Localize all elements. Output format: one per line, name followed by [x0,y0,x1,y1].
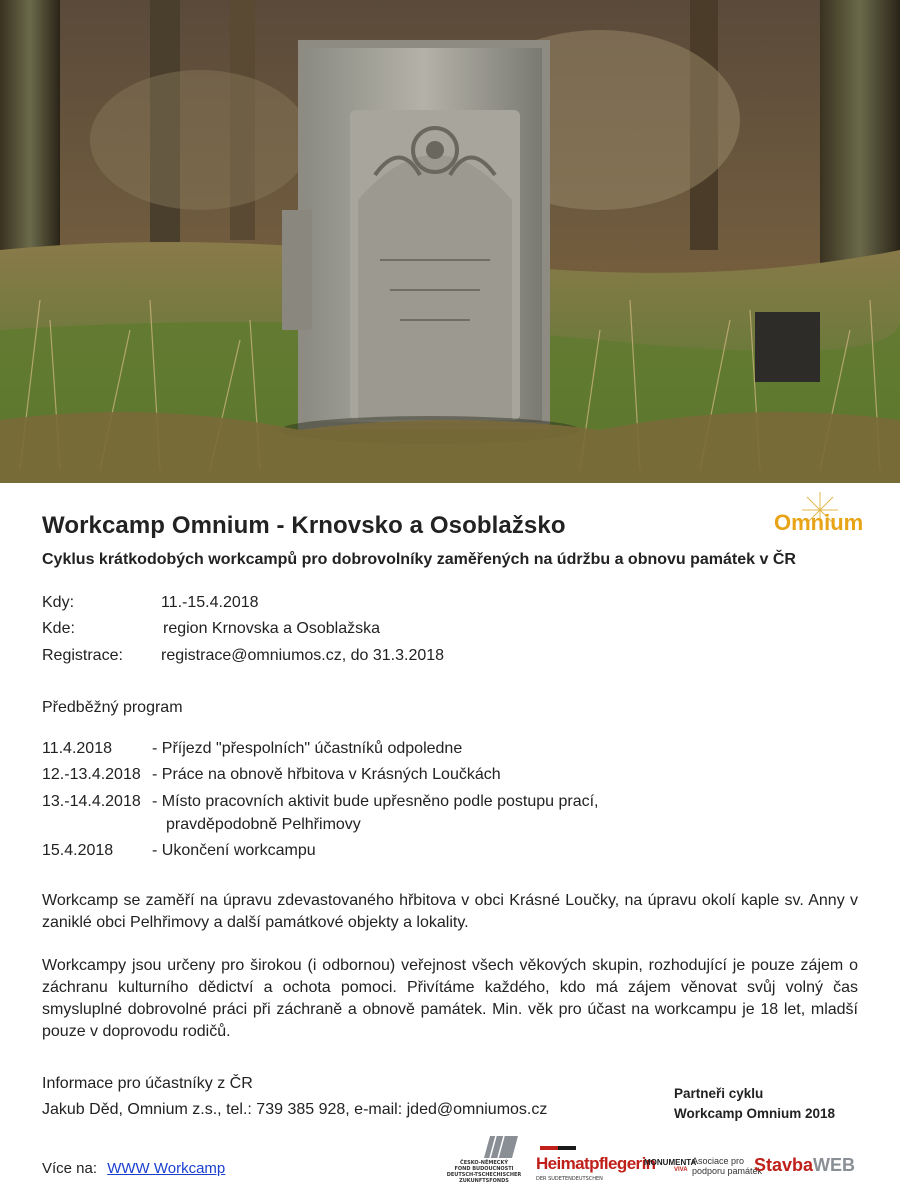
program-text: - Práce na obnově hřbitova v Krásných Loučkách [152,766,501,783]
program-date: 13.-14.4.2018 [42,793,141,810]
czech-german-fund-logo [446,1136,522,1186]
monumenta-subtext: VIVA [674,1167,688,1173]
program-heading: Předběžný program [42,699,183,716]
contact-line: Jakub Děd, Omnium z.s., tel.: 739 385 928, e-mail: jded@omniumos.cz [42,1101,548,1118]
audience-paragraph: Workcampy jsou určeny pro širokou (i odbornou) veřejnost všech věkových skupin, rozhodující je pouze zájem o záchranu kulturního dědictví a ochota pomoci. Přivítáme každého, kdo má zájem věnovat svůj volný čas smysluplné dobrovolné práci při záchraně a obnově památek. Min. věk pro účast na workcampu je 18 let, mladší pouze v doprovodu rodičů. [42,957,858,1040]
program-text: - Místo pracovních aktivit bude upřesněno podle postupu prací, [152,793,599,810]
page-subtitle: Cyklus krátkodobých workcampů pro dobrovolníky zaměřených na údržbu a obnovu památek v ČR [42,551,796,568]
more-label: Více na: [42,1160,98,1177]
page-title: Workcamp Omnium - Krnovsko a Osoblažsko [42,512,566,539]
program-date: 11.4.2018 [42,740,112,757]
stavbaweb-logo [754,1136,860,1186]
program-text-continued: pravděpodobně Pelhřimovy [166,816,361,833]
hero-photo [0,0,900,483]
program-text: - Ukončení workcampu [152,842,316,859]
asociace-text: Asociace pro [692,1156,745,1166]
web-text: WEB [813,1155,856,1175]
fund-text: DEUTSCH-TSCHECHISCHER [446,1172,522,1178]
detail-label: Registrace: [42,647,123,664]
workcamp-link[interactable]: WWW Workcamp [107,1160,226,1177]
program-date: 15.4.2018 [42,842,114,859]
asociace-logo [692,1136,763,1186]
heimat-text: Heimatpflegerin [536,1154,656,1173]
description-paragraph: Workcamp se zaměří na úpravu zdevastovaného hřbitova v obci Krásné Loučky, na úpravu okolí kaple sv. Anny v zaniklé obci Pelhřimovy a další památkové objekty a lokality. [42,892,858,931]
detail-value: registrace@omniumos.cz, do 31.3.2018 [161,647,445,664]
fund-text: FOND BUDOUCNOSTI [454,1166,514,1172]
omnium-logo [770,490,870,540]
fund-text: ČESKO-NĚMECKÝ [460,1160,508,1166]
partners-caption-line1: Partneři cyklu [674,1086,764,1101]
heimatpflegerin-logo [536,1136,656,1186]
contact-heading: Informace pro účastníky z ČR [42,1075,253,1092]
partners-caption [674,1084,835,1124]
monumenta-viva-logo [644,1136,697,1186]
partners-caption-line2: Workcamp Omnium 2018 [674,1106,836,1121]
detail-label: Kde: [42,620,75,637]
program-date: 12.-13.4.2018 [42,766,141,783]
fund-text: ZUKUNFTSFONDS [459,1178,509,1184]
asociace-text: podporu památek [692,1166,763,1176]
program-text: - Příjezd "přespolních" účastníků odpoledne [152,740,463,757]
monumenta-text: MONUMENTA [644,1158,697,1167]
stavba-text: Stavba [754,1155,814,1175]
detail-label: Kdy: [42,594,75,611]
omnium-logo-text: Omnium [774,510,864,535]
heimat-subtext: DER SUDETENDEUTSCHEN [536,1176,603,1182]
detail-value: 11.-15.4.2018 [161,594,259,611]
more-info [42,1160,225,1177]
detail-value: region Krnovska a Osoblažska [163,620,380,637]
